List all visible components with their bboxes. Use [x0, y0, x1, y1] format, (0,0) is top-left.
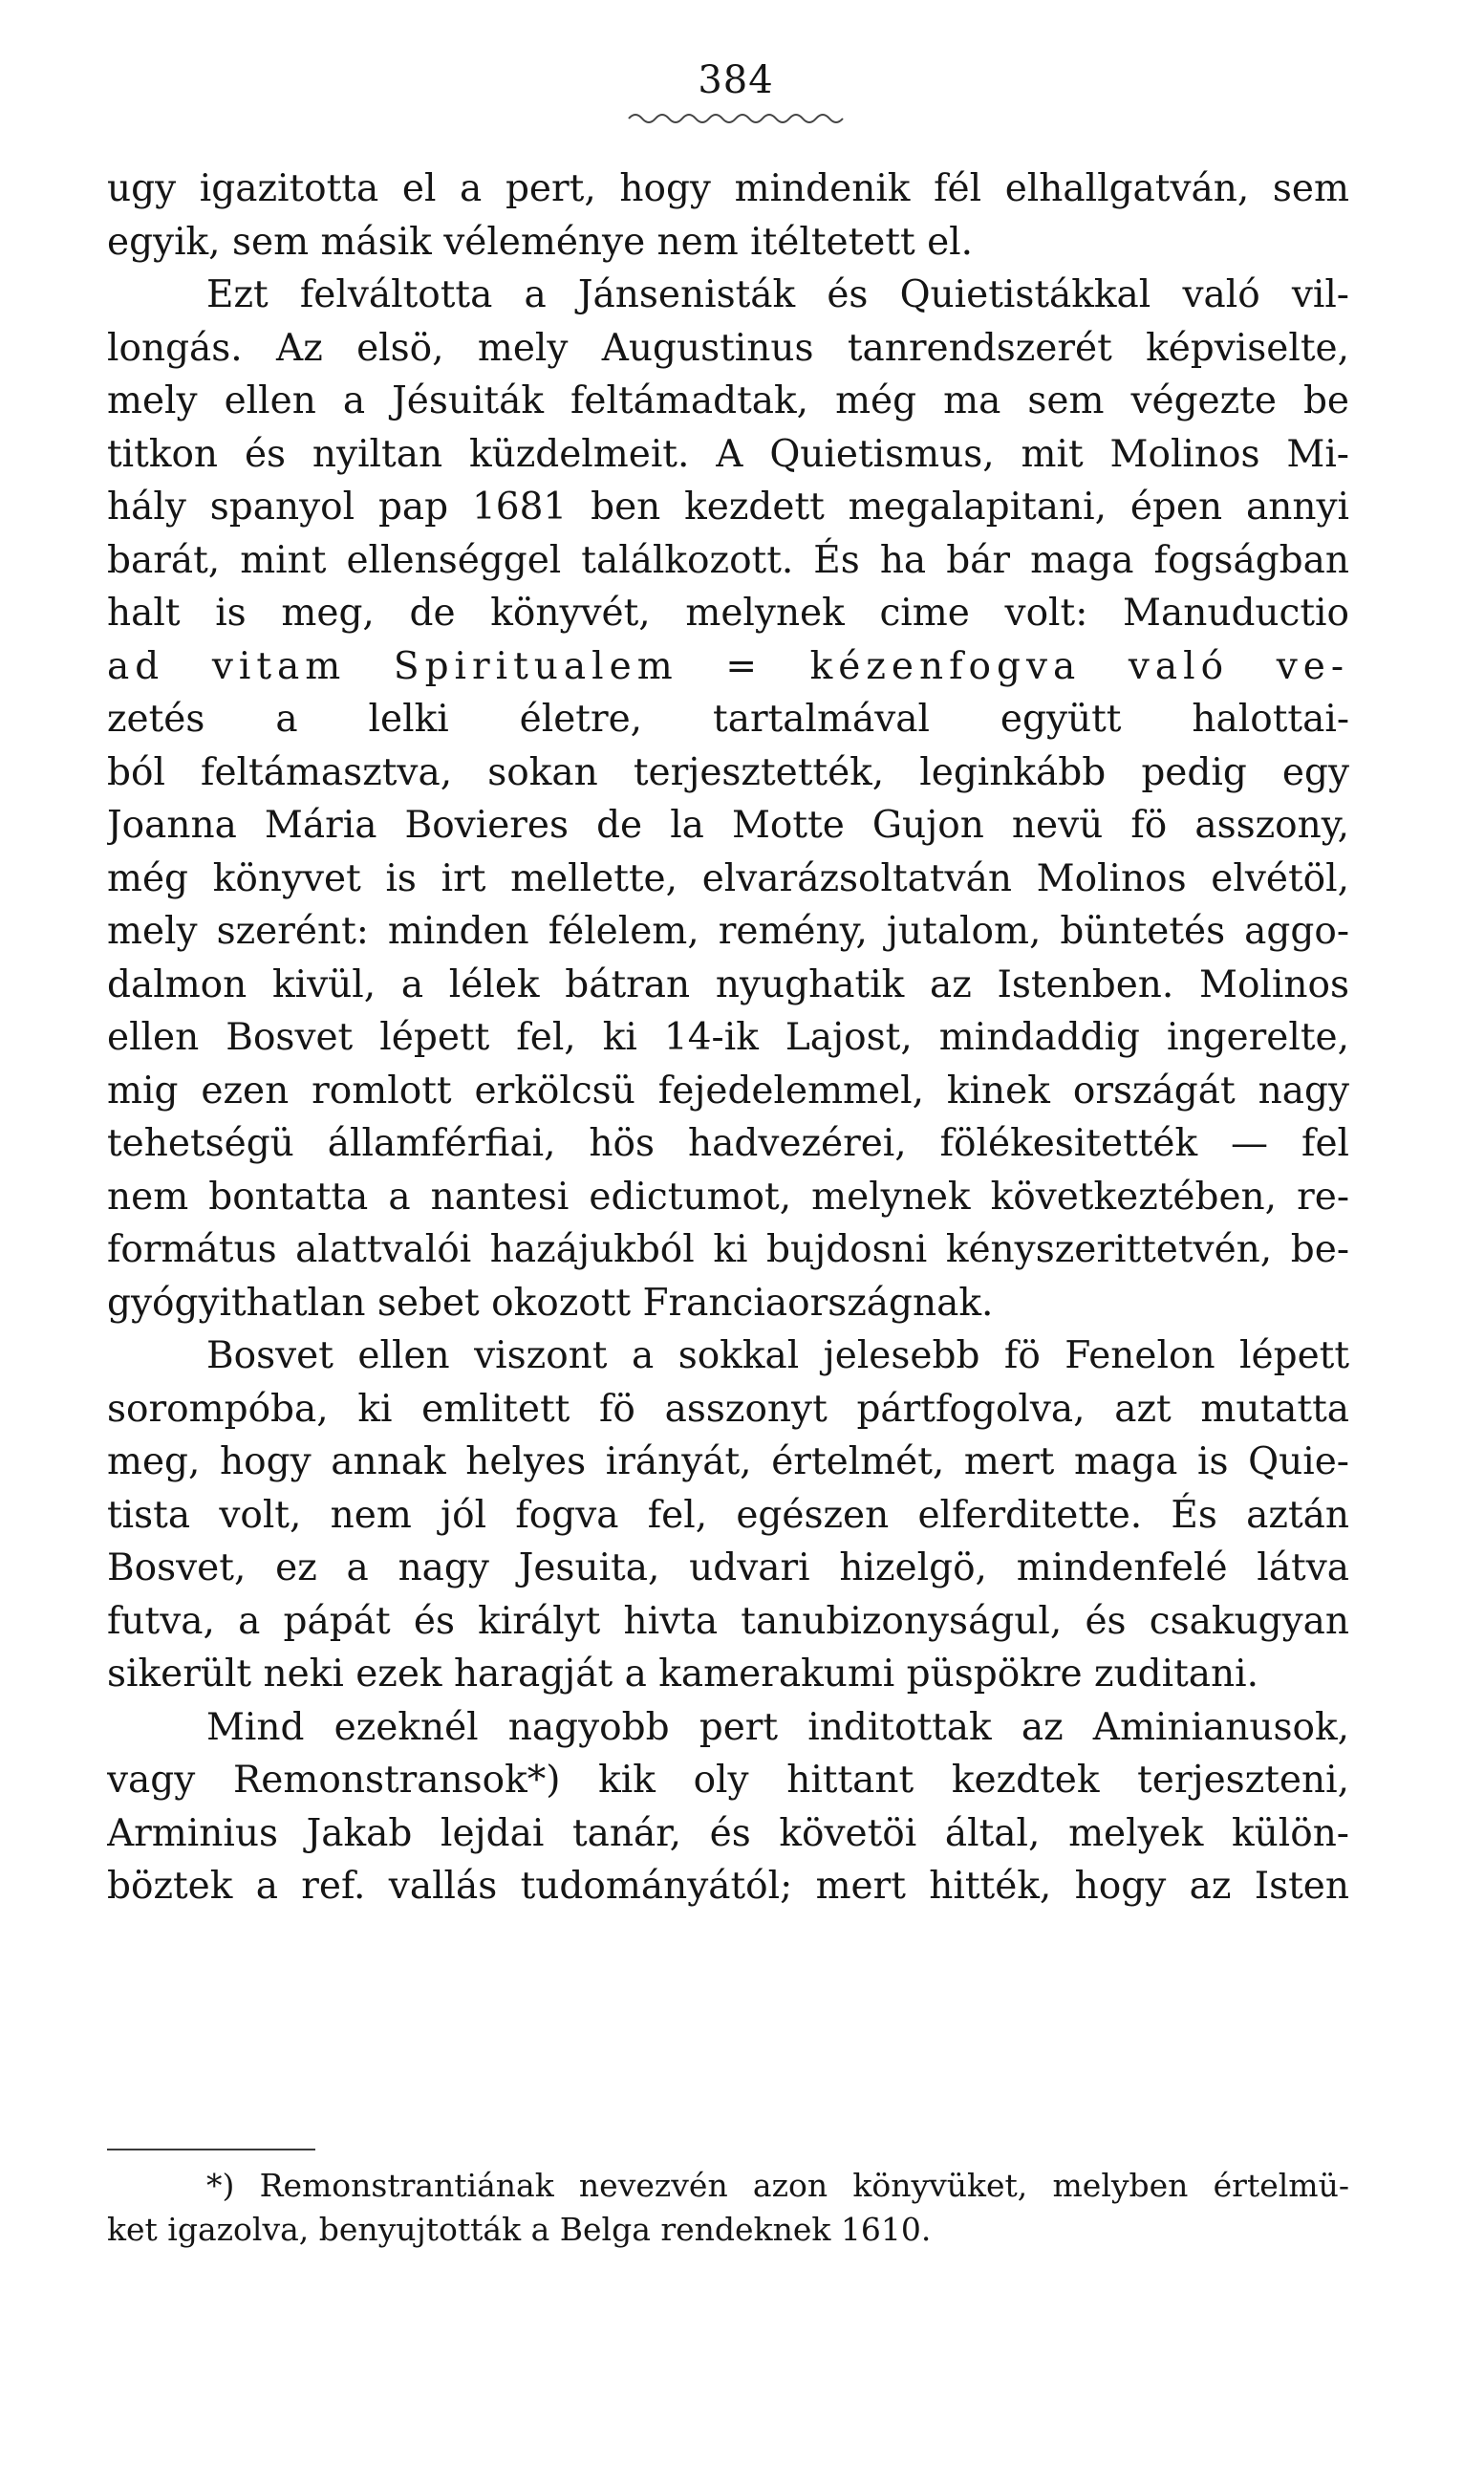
- text-line: Ezt felváltotta a Jánsenisták és Quietistákkal való vil-: [206, 273, 1349, 316]
- text-line: mely szerént: minden félelem, remény, jutalom, büntetés aggo-: [107, 910, 1349, 953]
- text-line: Arminius Jakab lejdai tanár, és követöi által, melyek külön-: [107, 1811, 1349, 1855]
- text-line: hály spanyol pap 1681 ben kezdett megalapitani, épen annyi: [107, 486, 1349, 529]
- page-number: 384: [698, 58, 774, 102]
- text-line: Bosvet ellen viszont a sokkal jelesebb fö Fenelon lépett: [206, 1334, 1349, 1377]
- text-line: tehetségü államférfiai, hös hadvezérei, fölékesitették — fel: [107, 1122, 1349, 1165]
- decorative-wavy-rule: [627, 105, 847, 128]
- body-text: [107, 162, 1349, 1913]
- text-line: futva, a pápát és királyt hivta tanubizonyságul, és csakugyan: [107, 1599, 1349, 1643]
- footnote-line: *) Remonstrantiának nevezvén azon könyvüket, melyben értelmü-: [206, 2167, 1349, 2204]
- text-line: Bosvet, ez a nagy Jesuita, udvari hizelgö, mindenfelé látva: [107, 1546, 1349, 1589]
- text-line: ugy igazitotta el a pert, hogy mindenik fél elhallgatván, sem: [107, 167, 1349, 210]
- text-line: tista volt, nem jól fogva fel, egészen elferditette. És aztán: [107, 1493, 1349, 1537]
- footnote-line: ket igazolva, benyujtották a Belga rendeknek 1610.: [107, 2211, 932, 2248]
- text-line: barát, mint ellenséggel találkozott. És ha bár maga fogságban: [107, 538, 1349, 582]
- text-line: böztek a ref. vallás tudományától; mert hitték, hogy az Isten: [107, 1865, 1349, 1908]
- text-line: halt is meg, de könyvét, melynek cime volt: Manuductio: [107, 592, 1349, 635]
- text-line: ad vitam Spiritualem = kézenfogva való ve-: [107, 644, 1349, 688]
- text-line: meg, hogy annak helyes irányát, értelmét, mert maga is Quie-: [107, 1440, 1349, 1483]
- footnote: [107, 2164, 1349, 2252]
- text-line: sorompóba, ki emlitett fö asszonyt pártfogolva, azt mutatta: [107, 1387, 1349, 1431]
- text-line: sikerült neki ezek haragját a kamerakumi püspökre zuditani.: [107, 1653, 1258, 1696]
- text-line: ellen Bosvet lépett fel, ki 14-ik Lajost, mindaddig ingerelte,: [107, 1016, 1349, 1059]
- text-line: egyik, sem másik véleménye nem itéltetett el.: [107, 220, 974, 264]
- text-line: titkon és nyiltan küzdelmeit. A Quietismus, mit Molinos Mi-: [107, 432, 1349, 476]
- text-line: gyógyithatlan sebet okozott Franciaországnak.: [107, 1281, 994, 1325]
- text-line: formátus alattvalói hazájukból ki bujdosni kényszerittetvén, be-: [107, 1228, 1349, 1271]
- text-line: Joanna Mária Bovieres de la Motte Gujon nevü fö asszony,: [107, 804, 1349, 847]
- footnote-divider: [107, 2149, 315, 2150]
- text-line: ból feltámasztva, sokan terjesztették, leginkább pedig egy: [107, 750, 1349, 794]
- text-line: Mind ezeknél nagyobb pert inditottak az Aminianusok,: [206, 1705, 1349, 1749]
- text-line: longás. Az elsö, mely Augustinus tanrendszerét képviselte,: [107, 326, 1349, 370]
- text-line: mely ellen a Jésuiták feltámadtak, még ma sem végezte be: [107, 379, 1349, 422]
- text-line: zetés a lelki életre, tartalmával együtt halottai-: [107, 698, 1349, 741]
- text-line: vagy Remonstransok*) kik oly hittant kezdtek terjeszteni,: [107, 1759, 1349, 1802]
- text-line: nem bontatta a nantesi edictumot, melynek következtében, re-: [107, 1175, 1349, 1219]
- text-line: dalmon kivül, a lélek bátran nyughatik az Istenben. Molinos: [107, 962, 1349, 1006]
- text-line: mig ezen romlott erkölcsü fejedelemmel, kinek országát nagy: [107, 1069, 1349, 1113]
- text-line: még könyvet is irt mellette, elvarázsoltatván Molinos elvétöl,: [107, 856, 1349, 900]
